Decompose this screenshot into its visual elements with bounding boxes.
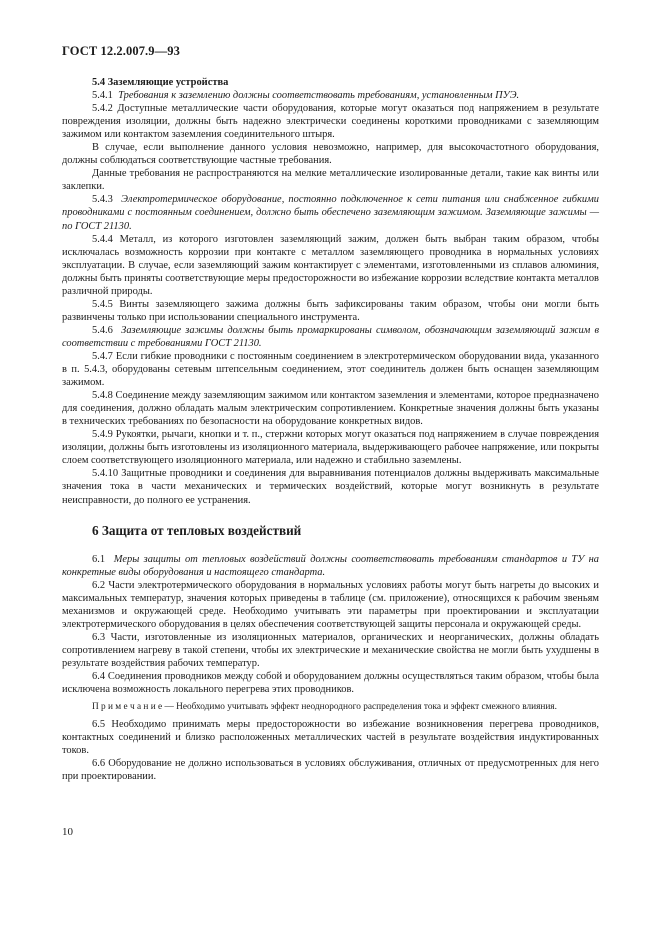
document-body	[62, 76, 599, 783]
paragraph-5-4-1	[62, 89, 599, 102]
page-number: 10	[62, 826, 73, 838]
paragraph-5-4-5: 5.4.5 Винты заземляющего зажима должны быть зафиксированы таким образом, чтобы они могли быть развинчены только при использовании специального инструмента.	[62, 298, 599, 323]
note	[62, 701, 599, 713]
paragraph-5-4-7: 5.4.7 Если гибкие проводники с постоянным соединением в электротермическом оборудовании вида, указанного в п. 5.4.3, оборудованы сетевым штепсельным соединением, этот соединитель должен быть оснащен заземляющим зажимом.	[62, 350, 599, 389]
paragraph-number: 5.4.6	[92, 324, 113, 336]
paragraph-5-4-4: 5.4.4 Металл, из которого изготовлен заземляющий зажим, должен быть выбран таким образом, чтобы исключалась возможность коррозии при контакте с металлом заземляющего проводника в нормальных условиях эксплуатации. В случае, если заземляющий зажим контактирует с элементами, изготовленными из сплавов алюминия, должны быть приняты соответствующие меры предосторожности во избежание коррозии вследствие контакта металлов различной природы.	[62, 233, 599, 297]
paragraph-5-4-2-c: Данные требования не распространяются на мелкие металлические изолированные детали, такие как винты или заклепки.	[62, 168, 599, 193]
paragraph-number: 5.4.3	[92, 194, 113, 206]
paragraph-number: 5.4.1	[92, 90, 113, 102]
paragraph-6-2: 6.2 Части электротермического оборудования в нормальных условиях работы могут быть нагреты до высоких и максимальных температур, значения которых приведены в таблице (см. приложение), относящихся к рабочим звеньям механизмов и окружающей среде. Необходимо учитывать эти параметры при проектировании и эксплуатации электротермического оборудования в целях обеспечения соответствующей защиты персонала и окружающей среды.	[62, 579, 599, 630]
paragraph-text: Заземляющие зажимы должны быть промаркированы символом, обозначающим заземляющий зажим в соответствии с требованиями ГОСТ 21130.	[62, 324, 600, 349]
paragraph-6-4: 6.4 Соединения проводников между собой и оборудованием должны осуществляться таким образом, чтобы была исключена возможность локального перегрева этих проводников.	[62, 670, 599, 696]
paragraph-5-4-8: 5.4.8 Соединение между заземляющим зажимом или контактом заземления и элементами, которое предназначено для соединения, должно обладать малым электрическим сопротивлением. Конкретные значения должны быть указаны в технических требованиях по безопасности на оборудование конкретных видов.	[62, 390, 599, 428]
document-header: ГОСТ 12.2.007.9—93	[62, 44, 180, 58]
paragraph-text: Меры защиты от тепловых воздействий должны соответствовать требованиям стандартов и ТУ на конкретные виды оборудования и настоящего стандарта.	[62, 553, 600, 578]
section-5-4-title: 5.4 Заземляющие устройства	[92, 77, 229, 88]
paragraph-5-4-9: 5.4.9 Рукоятки, рычаги, кнопки и т. п., стержни которых могут оказаться под напряжением в случае повреждения изоляции, должны быть изготовлены из изоляционного материала, выдерживающего рабочее напряжение, или покрыты слоем соответствующего изоляционного материала, или надежно и стабильно заземлены.	[62, 429, 599, 467]
paragraph-5-4-2: 5.4.2 Доступные металлические части оборудования, которые могут оказаться под напряжением в результате повреждения изоляции, должны быть надежно электрически соединены короткими проводниками с заземляющим зажимом или контактом заземления соединительного штыря.	[62, 103, 599, 141]
paragraph-number: 6.1	[92, 553, 106, 565]
paragraph-6-3: 6.3 Части, изготовленные из изоляционных материалов, органических и неорганических, должны обладать сопротивлением нагреву в такой степени, чтобы их электрические и механические свойства не могли быть ухудшены в результате воздействия рабочих температур.	[62, 631, 599, 669]
paragraph-text: Требования к заземлению должны соответствовать требованиям, установленным ПУЭ.	[118, 90, 520, 102]
paragraph-5-4-6	[62, 324, 599, 350]
paragraph-5-4-3	[62, 193, 599, 232]
paragraph-6-6: 6.6 Оборудование не должно использоваться в условиях обслуживания, отличных от предусмотренных для него при проектировании.	[62, 758, 599, 783]
paragraph-text: Электротермическое оборудование, постоянно подключенное к сети питания или снабженное гибкими проводниками с постоянным соединением, должно быть обеспечено заземляющим зажимом. Заземляющие зажимы — по ГОСТ 21130.	[62, 194, 599, 232]
paragraph-5-4-10: 5.4.10 Защитные проводники и соединения для выравнивания потенциалов должны выдерживать максимальные значения тока в части механических и термических воздействий, которые могут возникнуть в результате неисправности, до полного ее устранения.	[62, 468, 599, 506]
section-6-title: 6 Защита от тепловых воздействий	[92, 522, 302, 538]
paragraph-6-1	[62, 553, 599, 579]
note-text: — Необходимо учитывать эффект неоднородного распределения тока и эффект смежного влияния.	[162, 702, 557, 713]
note-label: П р и м е ч а н и е	[92, 702, 163, 713]
paragraph-6-5: 6.5 Необходимо принимать меры предосторожности во избежание возникновения перегрева проводников, контактных соединений и близко расположенных металлических частей в результате воздействия индуктированных токов.	[62, 719, 599, 757]
paragraph-5-4-2-b: В случае, если выполнение данного условия невозможно, например, для высокочастотного оборудования, должны соблюдаться соответствующие частные требования.	[62, 142, 599, 167]
